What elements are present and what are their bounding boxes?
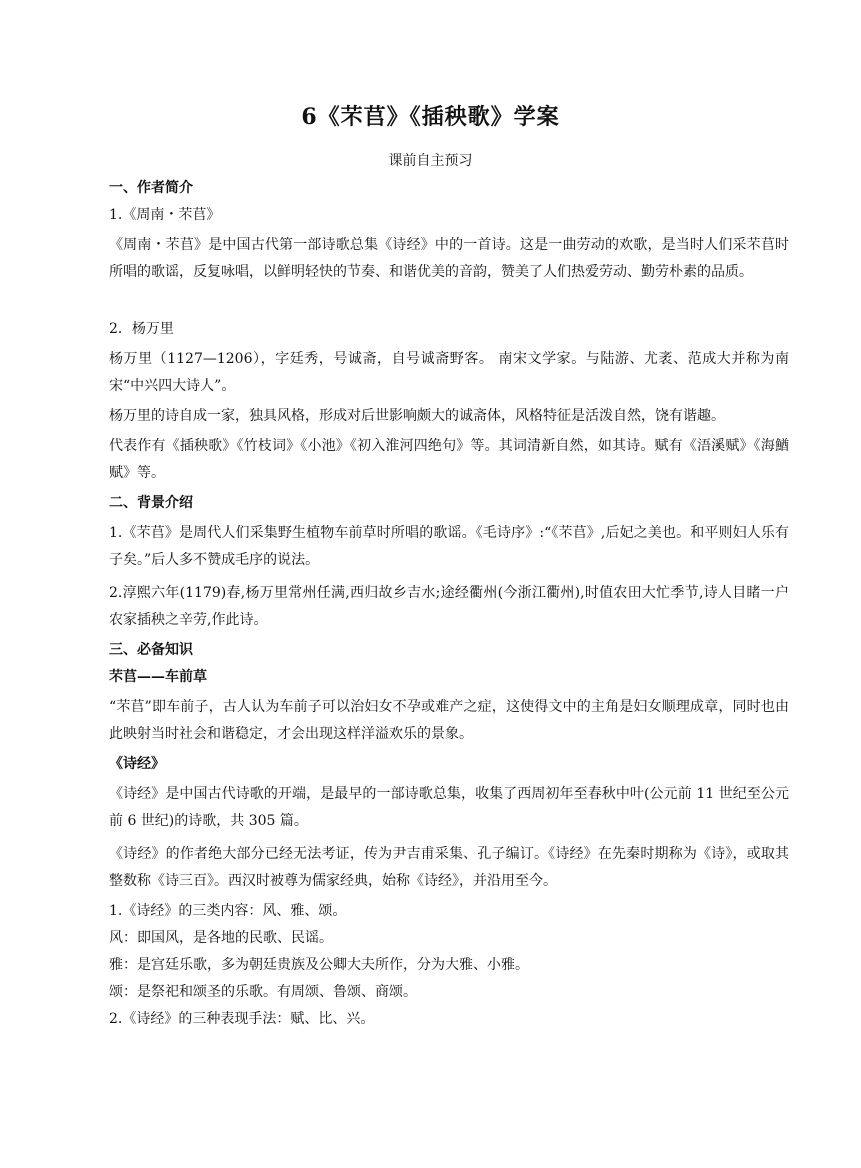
paragraph-yangwanli-works: 代表作有《插秧歌》《竹枝词》《小池》《初入淮河四绝句》等。其词清新自然，如其诗。赋有《浯溪赋》《海鰌赋》等。 <box>109 438 789 481</box>
page-title: 6《芣苢》《插秧歌》学案 <box>301 104 560 130</box>
paragraph-shijing-1: 《诗经》是中国古代诗歌的开端，是最早的一部诗歌总集，收集了西周初年至春秋中叶(公元前 11 世纪至公元前 6 世纪)的诗歌，共 305 篇。 <box>109 786 789 829</box>
list-item-techniques: 2.《诗经》的三种表现手法：赋、比、兴。 <box>109 1011 375 1027</box>
section-heading-knowledge: 三、必备知识 <box>109 642 193 658</box>
paragraph-fuyi: “芣苢”即车前子，古人认为车前子可以治妇女不孕或难产之症，这使得文中的主角是妇女顺理成章，同时也由此映射当时社会和谐稳定，才会出现这样洋溢欢乐的景象。 <box>109 699 789 742</box>
subheading-fuyi: 芣苢——车前草 <box>109 669 207 685</box>
section-heading-background: 二、背景介绍 <box>109 495 193 511</box>
list-item-ya: 雅：是宫廷乐歌，多为朝廷贵族及公卿大夫所作，分为大雅、小雅。 <box>109 957 529 973</box>
paragraph-zhounan: 《周南・芣苢》是中国古代第一部诗歌总集《诗经》中的一首诗。这是一曲劳动的欢歌，是当时人们采芣苢时所唱的歌谣，反复咏唱，以鲜明轻快的节奏、和谐优美的音韵，赞美了人们热爱劳动、勤劳朴素的品质。 <box>109 237 789 280</box>
item-heading-yangwanli: 2．杨万里 <box>109 321 174 337</box>
subheading-shijing: 《诗经》 <box>109 756 165 772</box>
document-body <box>109 178 789 1036</box>
paragraph-background-1: 1.《芣苢》是周代人们采集野生植物车前草时所唱的歌谣。《毛诗序》:“《芣苢》,后妃之美也。和平则妇人乐有子矣。”后人多不赞成毛序的说法。 <box>109 525 789 568</box>
paragraph-yangwanli-style: 杨万里的诗自成一家，独具风格，形成对后世影响颇大的诚斋体，风格特征是活泼自然，饶有谐趣。 <box>109 408 725 424</box>
section-heading-author: 一、作者简介 <box>109 180 193 196</box>
page-subtitle: 课前自主预习 <box>388 153 473 169</box>
paragraph-shijing-2: 《诗经》的作者绝大部分已经无法考证，传为尹吉甫采集、孔子编订。《诗经》在先秦时期称为《诗》，或取其整数称《诗三百》。西汉时被尊为儒家经典，始称《诗经》，并沿用至今。 <box>109 846 789 889</box>
list-item-song: 颂：是祭祀和颂圣的乐歌。有周颂、鲁颂、商颂。 <box>109 984 417 1000</box>
item-heading-zhounan: 1.《周南・芣苢》 <box>109 207 221 223</box>
paragraph-yangwanli-bio: 杨万里（1127—1206），字廷秀，号诚斋，自号诚斋野客。 南宋文学家。与陆游、尤袤、范成大并称为南宋“中兴四大诗人”。 <box>109 351 789 394</box>
list-item-feng: 风：即国风，是各地的民歌、民谣。 <box>109 930 333 946</box>
paragraph-background-2: 2.淳熙六年(1179)春,杨万里常州任满,西归故乡吉水;途经衢州(今浙江衢州),时值农田大忙季节,诗人目睹一户农家插秧之辛劳,作此诗。 <box>109 585 789 628</box>
list-item-contents: 1.《诗经》的三类内容：风、雅、颂。 <box>109 903 347 919</box>
